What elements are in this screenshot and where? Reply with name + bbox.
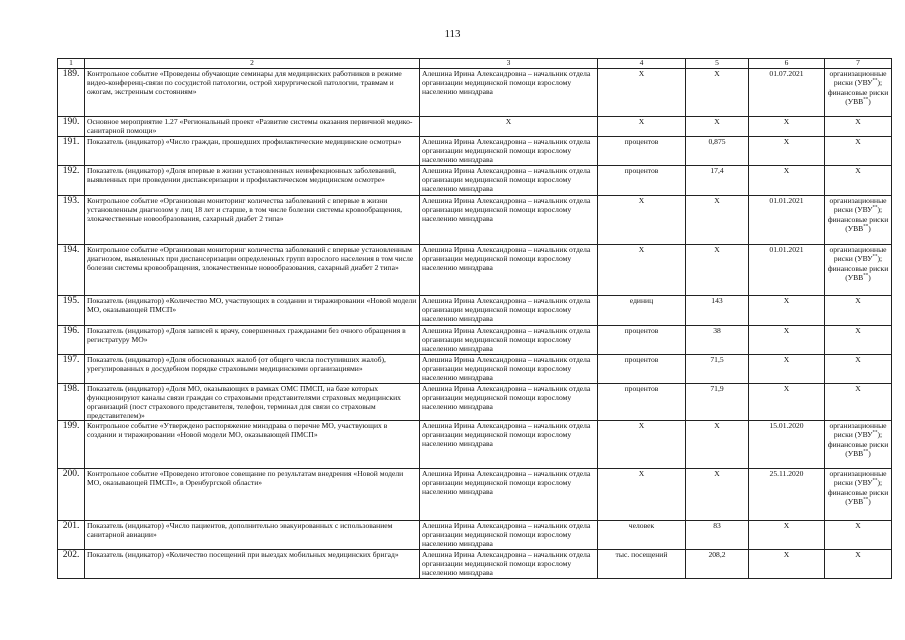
row-unit: Х [598,245,686,296]
col-header-1: 1 [58,59,85,69]
row-unit: Х [598,196,686,245]
row-number: 201. [58,521,85,550]
row-value: Х [686,421,749,469]
row-risk: организационные риски (УВУ**); финансовые риски (УВВ**) [825,69,892,117]
row-risk: организационные риски (УВУ**); финансовые риски (УВВ**) [825,245,892,296]
row-risk: Х [825,384,892,421]
row-title: Контрольное событие «Проведены обучающие семинары для медицинских работников в режиме видео-конференц-связи по сосудистой патологии, острой хирургической патологии, травмам и ожогам, экстренным состояниям» [85,69,420,117]
row-value: 208,2 [686,550,749,579]
row-date: 01.01.2021 [749,245,825,296]
row-unit: человек [598,521,686,550]
page-number: 113 [444,28,461,40]
row-unit: процентов [598,166,686,196]
row-risk: Х [825,137,892,166]
row-responsible: Алешина Ирина Александровна – начальник отдела организации медицинской помощи взрослому населению минздрава [420,326,598,355]
row-unit: Х [598,69,686,117]
row-number: 193. [58,196,85,245]
row-title: Контрольное событие «Организован мониторинг количества заболеваний с впервые в жизни установленным диагнозом у лиц 18 лет и старше, в том числе болезни системы кровообращения, злокачественные новообразования, сахарный диабет 2 типа» [85,196,420,245]
row-risk: организационные риски (УВУ**); финансовые риски (УВВ**) [825,469,892,521]
row-date: Х [749,384,825,421]
table-row [58,469,892,521]
row-date: 15.01.2020 [749,421,825,469]
row-title: Контрольное событие «Проведено итоговое совещание по результатам внедрения «Новой модели МО, оказывающей ПМСП», в Оренбургской области» [85,469,420,521]
row-responsible: Алешина Ирина Александровна – начальник отдела организации медицинской помощи взрослому населению минздрава [420,384,598,421]
row-date: Х [749,326,825,355]
col-header-3: 3 [420,59,598,69]
row-responsible: Алешина Ирина Александровна – начальник отдела организации медицинской помощи взрослому населению минздрава [420,355,598,384]
row-date: 01.01.2021 [749,196,825,245]
row-responsible: Алешина Ирина Александровна – начальник отдела организации медицинской помощи взрослому населению минздрава [420,196,598,245]
row-risk: Х [825,326,892,355]
row-unit: Х [598,469,686,521]
row-risk: Х [825,521,892,550]
row-number: 200. [58,469,85,521]
table-row [58,550,892,579]
row-unit: процентов [598,384,686,421]
row-unit: процентов [598,326,686,355]
table-row [58,117,892,137]
row-value: Х [686,196,749,245]
row-number: 190. [58,117,85,137]
col-header-4: 4 [598,59,686,69]
row-number: 194. [58,245,85,296]
row-title: Показатель (индикатор) «Доля записей к врачу, совершенных гражданами без очного обращения в регистратуру МО» [85,326,420,355]
row-title: Показатель (индикатор) «Число пациентов, дополнительно эвакуированных с использованием санитарной авиации» [85,521,420,550]
row-date: Х [749,117,825,137]
row-unit: процентов [598,137,686,166]
table-row [58,69,892,117]
row-responsible: Алешина Ирина Александровна – начальник отдела организации медицинской помощи взрослому населению минздрава [420,137,598,166]
table-row [58,166,892,196]
row-risk: организационные риски (УВУ**); финансовые риски (УВВ**) [825,421,892,469]
row-date: Х [749,550,825,579]
row-unit: единиц [598,296,686,326]
row-date: 01.07.2021 [749,69,825,117]
table-row [58,296,892,326]
row-value: 71,5 [686,355,749,384]
row-value: Х [686,469,749,521]
row-value: 83 [686,521,749,550]
row-title: Контрольное событие «Утверждено распоряжение минздрава о перечне МО, участвующих в создании и тиражировании «Новой модели МО, оказывающей ПМСП» [85,421,420,469]
row-risk: Х [825,117,892,137]
row-title: Показатель (индикатор) «Число граждан, прошедших профилактические медицинские осмотры» [85,137,420,166]
row-responsible: Алешина Ирина Александровна – начальник отдела организации медицинской помощи взрослому населению минздрава [420,296,598,326]
row-responsible: Алешина Ирина Александровна – начальник отдела организации медицинской помощи взрослому населению минздрава [420,521,598,550]
row-value: 17,4 [686,166,749,196]
col-header-5: 5 [686,59,749,69]
row-value: Х [686,69,749,117]
table-row [58,137,892,166]
col-header-7: 7 [825,59,892,69]
row-number: 189. [58,69,85,117]
row-number: 197. [58,355,85,384]
row-value: 71,9 [686,384,749,421]
row-title: Показатель (индикатор) «Количество посещений при выездах мобильных медицинских бригад» [85,550,420,579]
table-row [58,521,892,550]
row-value: 0,875 [686,137,749,166]
row-title: Показатель (индикатор) «Доля обоснованных жалоб (от общего числа поступивших жалоб), урегулированных в досудебном порядке страховыми медицинскими организациями» [85,355,420,384]
row-number: 195. [58,296,85,326]
row-risk: Х [825,355,892,384]
row-responsible: Алешина Ирина Александровна – начальник отдела организации медицинской помощи взрослому населению минздрава [420,245,598,296]
table-row [58,196,892,245]
row-date: Х [749,166,825,196]
row-unit: тыс. посещений [598,550,686,579]
row-responsible: Алешина Ирина Александровна – начальник отдела организации медицинской помощи взрослому населению минздрава [420,421,598,469]
row-number: 199. [58,421,85,469]
row-date: Х [749,296,825,326]
row-responsible: Алешина Ирина Александровна – начальник отдела организации медицинской помощи взрослому населению минздрава [420,166,598,196]
row-unit: Х [598,117,686,137]
col-header-2: 2 [85,59,420,69]
row-responsible: Х [420,117,598,137]
row-title: Показатель (индикатор) «Доля впервые в жизни установленных неинфекционных заболеваний, выявленных при проведении диспансеризации и профилактическом медицинском осмотре» [85,166,420,196]
table-row [58,245,892,296]
row-unit: процентов [598,355,686,384]
row-date: Х [749,355,825,384]
col-header-6: 6 [749,59,825,69]
row-risk: Х [825,550,892,579]
row-title: Основное мероприятие 1.27 «Региональный проект «Развитие системы оказания первичной медико-санитарной помощи» [85,117,420,137]
header-row [58,59,892,69]
row-risk: Х [825,166,892,196]
row-number: 192. [58,166,85,196]
row-title: Контрольное событие «Организован мониторинг количества заболеваний с впервые установленным диагнозом, выявленных при диспансеризации определенных групп взрослого населения в том числе болезни системы кровообращения, злокачественные новообразования, сахарный диабет 2 типа» [85,245,420,296]
row-responsible: Алешина Ирина Александровна – начальник отдела организации медицинской помощи взрослому населению минздрава [420,550,598,579]
table-row [58,355,892,384]
table-row [58,421,892,469]
row-date: Х [749,521,825,550]
row-title: Показатель (индикатор) «Доля МО, оказывающих в рамках ОМС ПМСП, на базе которых функционируют каналы связи граждан со страховыми представителями страховых медицинских организаций (пост страхового представителя, телефон, терминал для связи со страховым представителем)» [85,384,420,421]
row-value: 143 [686,296,749,326]
row-number: 198. [58,384,85,421]
row-number: 191. [58,137,85,166]
table-row [58,384,892,421]
row-risk: Х [825,296,892,326]
row-title: Показатель (индикатор) «Количество МО, участвующих в создании и тиражировании «Новой модели МО, оказывающей ПМСП» [85,296,420,326]
row-risk: организационные риски (УВУ**); финансовые риски (УВВ**) [825,196,892,245]
row-value: 38 [686,326,749,355]
row-responsible: Алешина Ирина Александровна – начальник отдела организации медицинской помощи взрослому населению минздрава [420,69,598,117]
row-number: 202. [58,550,85,579]
table-row [58,326,892,355]
program-table [57,58,892,579]
row-number: 196. [58,326,85,355]
row-date: 25.11.2020 [749,469,825,521]
row-unit: Х [598,421,686,469]
row-responsible: Алешина Ирина Александровна – начальник отдела организации медицинской помощи взрослому населению минздрава [420,469,598,521]
row-date: Х [749,137,825,166]
row-value: Х [686,245,749,296]
row-value: Х [686,117,749,137]
